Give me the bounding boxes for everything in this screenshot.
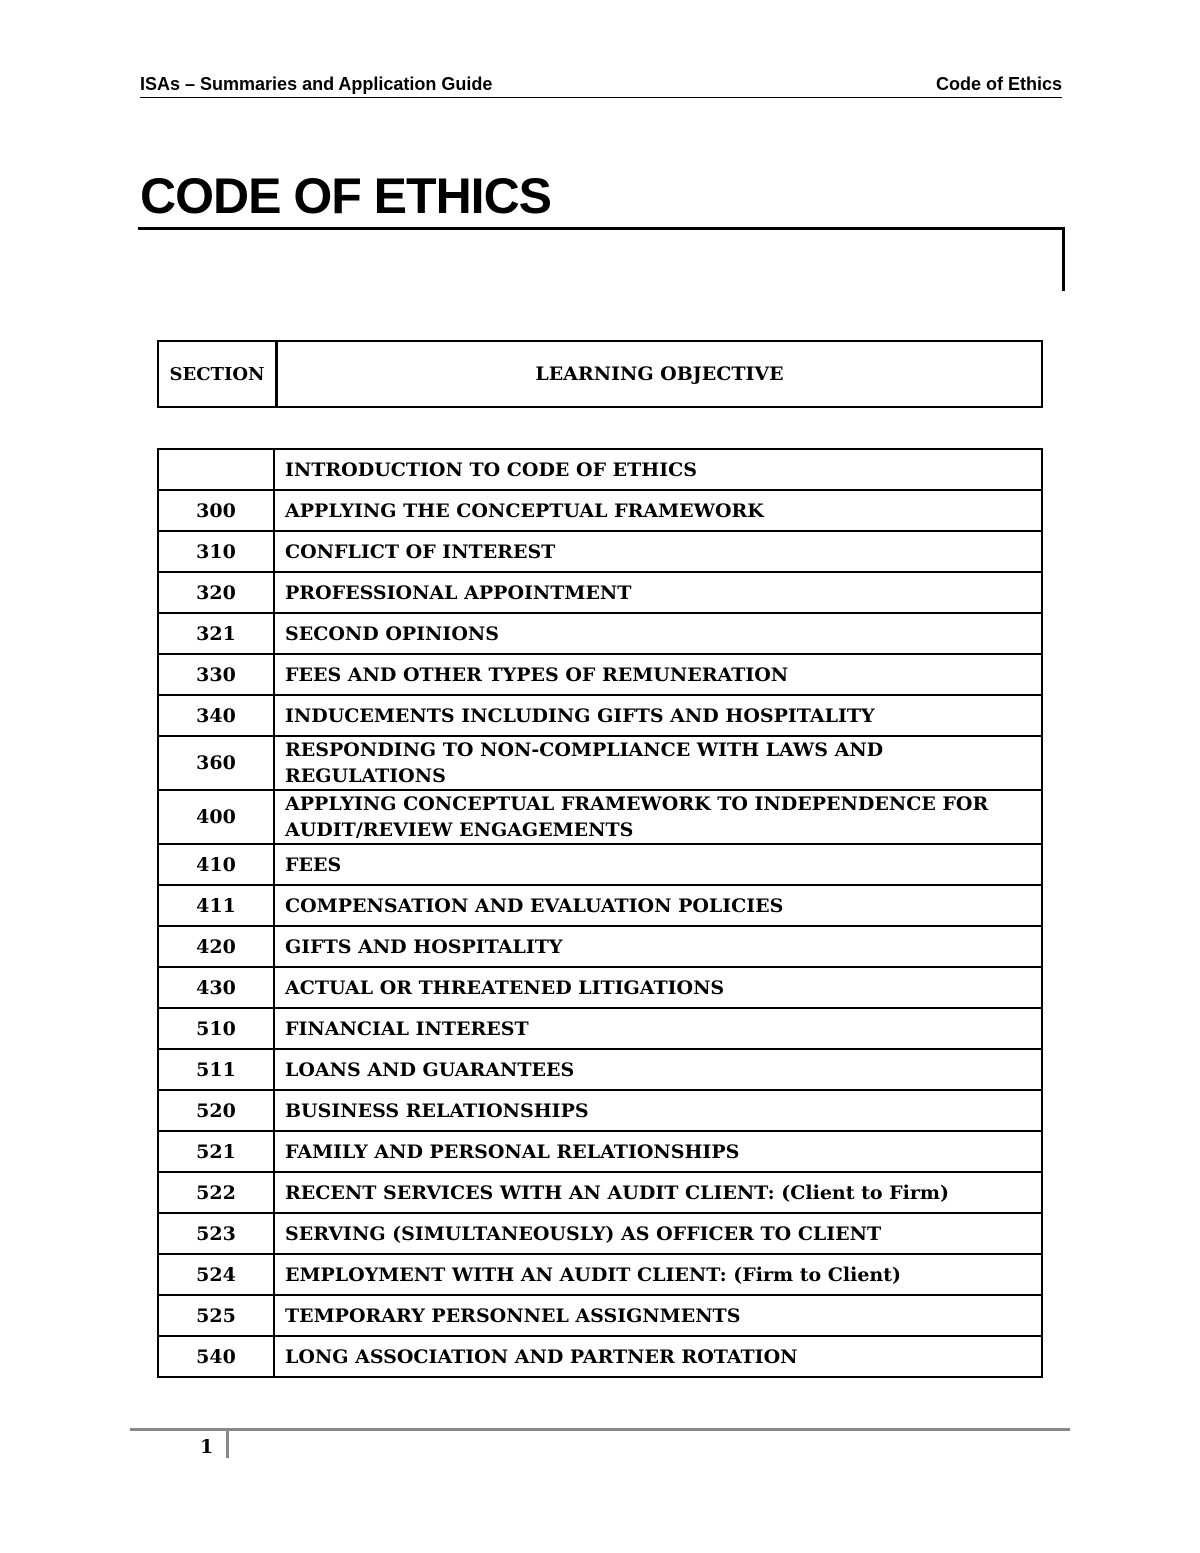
learning-objective-cell: TEMPORARY PERSONNEL ASSIGNMENTS	[274, 1295, 1042, 1336]
section-number-cell: 321	[158, 613, 274, 654]
table-row	[158, 1008, 1042, 1049]
table-row	[158, 531, 1042, 572]
learning-objective-cell: RESPONDING TO NON-COMPLIANCE WITH LAWS AND REGULATIONS	[274, 736, 1042, 790]
section-number-cell: 540	[158, 1336, 274, 1377]
section-number-cell: 520	[158, 1090, 274, 1131]
section-number-cell: 310	[158, 531, 274, 572]
table-row	[158, 885, 1042, 926]
table-row	[158, 1336, 1042, 1377]
section-number-cell: 522	[158, 1172, 274, 1213]
table-row	[158, 1049, 1042, 1090]
section-number-cell: 420	[158, 926, 274, 967]
section-number-cell	[158, 449, 274, 490]
header-row	[158, 341, 1042, 407]
learning-objective-cell: RECENT SERVICES WITH AN AUDIT CLIENT: (Client to Firm)	[274, 1172, 1042, 1213]
learning-objective-cell: APPLYING CONCEPTUAL FRAMEWORK TO INDEPENDENCE FOR AUDIT/REVIEW ENGAGEMENTS	[274, 790, 1042, 844]
table-row	[158, 844, 1042, 885]
section-number-cell: 510	[158, 1008, 274, 1049]
learning-objective-cell: LONG ASSOCIATION AND PARTNER ROTATION	[274, 1336, 1042, 1377]
section-number-cell: 300	[158, 490, 274, 531]
section-number-cell: 411	[158, 885, 274, 926]
learning-objective-cell: SERVING (SIMULTANEOUSLY) AS OFFICER TO CLIENT	[274, 1213, 1042, 1254]
learning-objective-cell: LOANS AND GUARANTEES	[274, 1049, 1042, 1090]
learning-objective-cell: COMPENSATION AND EVALUATION POLICIES	[274, 885, 1042, 926]
section-number-cell: 340	[158, 695, 274, 736]
section-number-cell: 410	[158, 844, 274, 885]
table-row	[158, 736, 1042, 790]
table-header	[157, 340, 1043, 408]
learning-objective-cell: INTRODUCTION TO CODE OF ETHICS	[274, 449, 1042, 490]
learning-objective-cell: FEES AND OTHER TYPES OF REMUNERATION	[274, 654, 1042, 695]
header-chapter-title: Code of Ethics	[935, 74, 1062, 94]
page-number: 1	[200, 1436, 214, 1458]
section-number-cell: 400	[158, 790, 274, 844]
section-number-cell: 523	[158, 1213, 274, 1254]
table-row	[158, 1295, 1042, 1336]
footer-rule	[130, 1428, 1070, 1431]
objective-column-header: LEARNING OBJECTIVE	[277, 341, 1043, 407]
table-row	[158, 613, 1042, 654]
section-number-cell: 320	[158, 572, 274, 613]
section-number-cell: 330	[158, 654, 274, 695]
page-number-divider	[226, 1431, 229, 1458]
table-row	[158, 967, 1042, 1008]
table-row	[158, 790, 1042, 844]
learning-objective-cell: FEES	[274, 844, 1042, 885]
table-row	[158, 490, 1042, 531]
table-row	[158, 926, 1042, 967]
sections-table	[157, 448, 1043, 1378]
section-number-cell: 521	[158, 1131, 274, 1172]
section-column-header: SECTION	[158, 341, 277, 407]
learning-objective-cell: INDUCEMENTS INCLUDING GIFTS AND HOSPITALITY	[274, 695, 1042, 736]
learning-objective-cell: CONFLICT OF INTEREST	[274, 531, 1042, 572]
title-rule-tick	[1062, 227, 1065, 291]
section-number-cell: 524	[158, 1254, 274, 1295]
sections-table-body	[158, 449, 1042, 1377]
table-row	[158, 1172, 1042, 1213]
section-number-cell: 525	[158, 1295, 274, 1336]
learning-objective-cell: APPLYING THE CONCEPTUAL FRAMEWORK	[274, 490, 1042, 531]
section-number-cell: 360	[158, 736, 274, 790]
learning-objective-cell: BUSINESS RELATIONSHIPS	[274, 1090, 1042, 1131]
title-rule	[138, 227, 1065, 230]
table-row	[158, 449, 1042, 490]
page-title: CODE OF ETHICS	[140, 168, 552, 224]
section-number-cell: 511	[158, 1049, 274, 1090]
table-row	[158, 572, 1042, 613]
section-number-cell: 430	[158, 967, 274, 1008]
header-document-title: ISAs – Summaries and Application Guide	[140, 74, 493, 94]
table-row	[158, 1213, 1042, 1254]
learning-objective-cell: GIFTS AND HOSPITALITY	[274, 926, 1042, 967]
learning-objective-cell: PROFESSIONAL APPOINTMENT	[274, 572, 1042, 613]
learning-objective-cell: FINANCIAL INTEREST	[274, 1008, 1042, 1049]
learning-objective-cell: SECOND OPINIONS	[274, 613, 1042, 654]
learning-objective-cell: ACTUAL OR THREATENED LITIGATIONS	[274, 967, 1042, 1008]
table-row	[158, 1131, 1042, 1172]
learning-objective-cell: EMPLOYMENT WITH AN AUDIT CLIENT: (Firm to Client)	[274, 1254, 1042, 1295]
learning-objective-cell: FAMILY AND PERSONAL RELATIONSHIPS	[274, 1131, 1042, 1172]
table-row	[158, 1090, 1042, 1131]
running-header	[140, 72, 1062, 98]
table-row	[158, 654, 1042, 695]
table-row	[158, 695, 1042, 736]
table-row	[158, 1254, 1042, 1295]
